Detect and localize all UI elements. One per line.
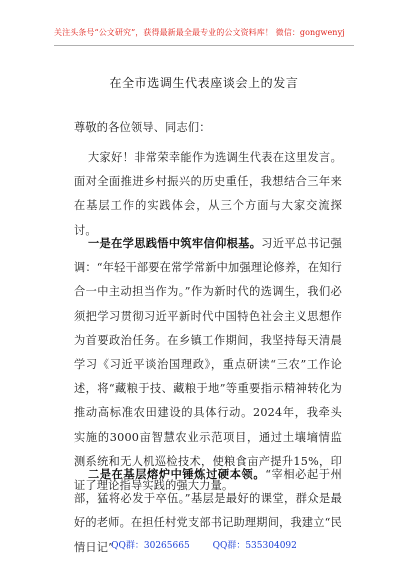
document-title: 在全市选调生代表座谈会上的发言: [109, 76, 299, 90]
header-divider: [54, 45, 354, 46]
section-2-body: “宰相必起于州部，猛将必发于卒伍。”基层是最好的课堂，群众是最好的老师。在担任村党支部书记助理期间，我建立“民情日记”: [74, 468, 342, 554]
greeting-paragraph: 尊敬的各位领导、同志们：: [74, 121, 211, 134]
section-1-paragraph: [74, 231, 342, 498]
footer-contact: [0, 538, 408, 551]
promo-banner: 关注头条号“公文研究”，获得最新最全最专业的公文资料库！ 微信：gongwenyj: [54, 28, 345, 37]
section-2-heading: 二是在基层熔炉中锤炼过硬本领。: [88, 467, 266, 481]
section-1-heading: 一是在学思践悟中筑牢信仰根基。: [88, 236, 262, 250]
intro-paragraph: 大家好！非常荣幸能作为选调生代表在这里发言。面对全面推进乡村振兴的历史重任，我想结合三年来在基层工作的实践体会，从三个方面与大家交流探讨。: [74, 151, 342, 237]
section-1-body: 习近平总书记强调：“年轻干部要在常学常新中加强理论修养，在知行合一中主动担当作为。”作为新时代的选调生，我们必须把学习贯彻习近平新时代中国特色社会主义思想作为首要政治任务。在乡镇工作期间，我坚持每天清晨学习《习近平谈治国理政》，重点研读“三农”工作论述，将“藏粮于技、藏粮于地”等重要指示精神转化为推动高标准农田建设的具体行动。2024年，我牵头实施的3000亩智慧农业示范项目，通过土壤墒情监测系统和无人机巡检技术，使粮食亩产提升15%，印证了理论指导实践的强大力量。: [74, 237, 342, 493]
footer-qq-group-2: QQ群：535304092: [212, 541, 297, 551]
footer-qq-group-1: QQ群：30265665: [111, 541, 190, 551]
